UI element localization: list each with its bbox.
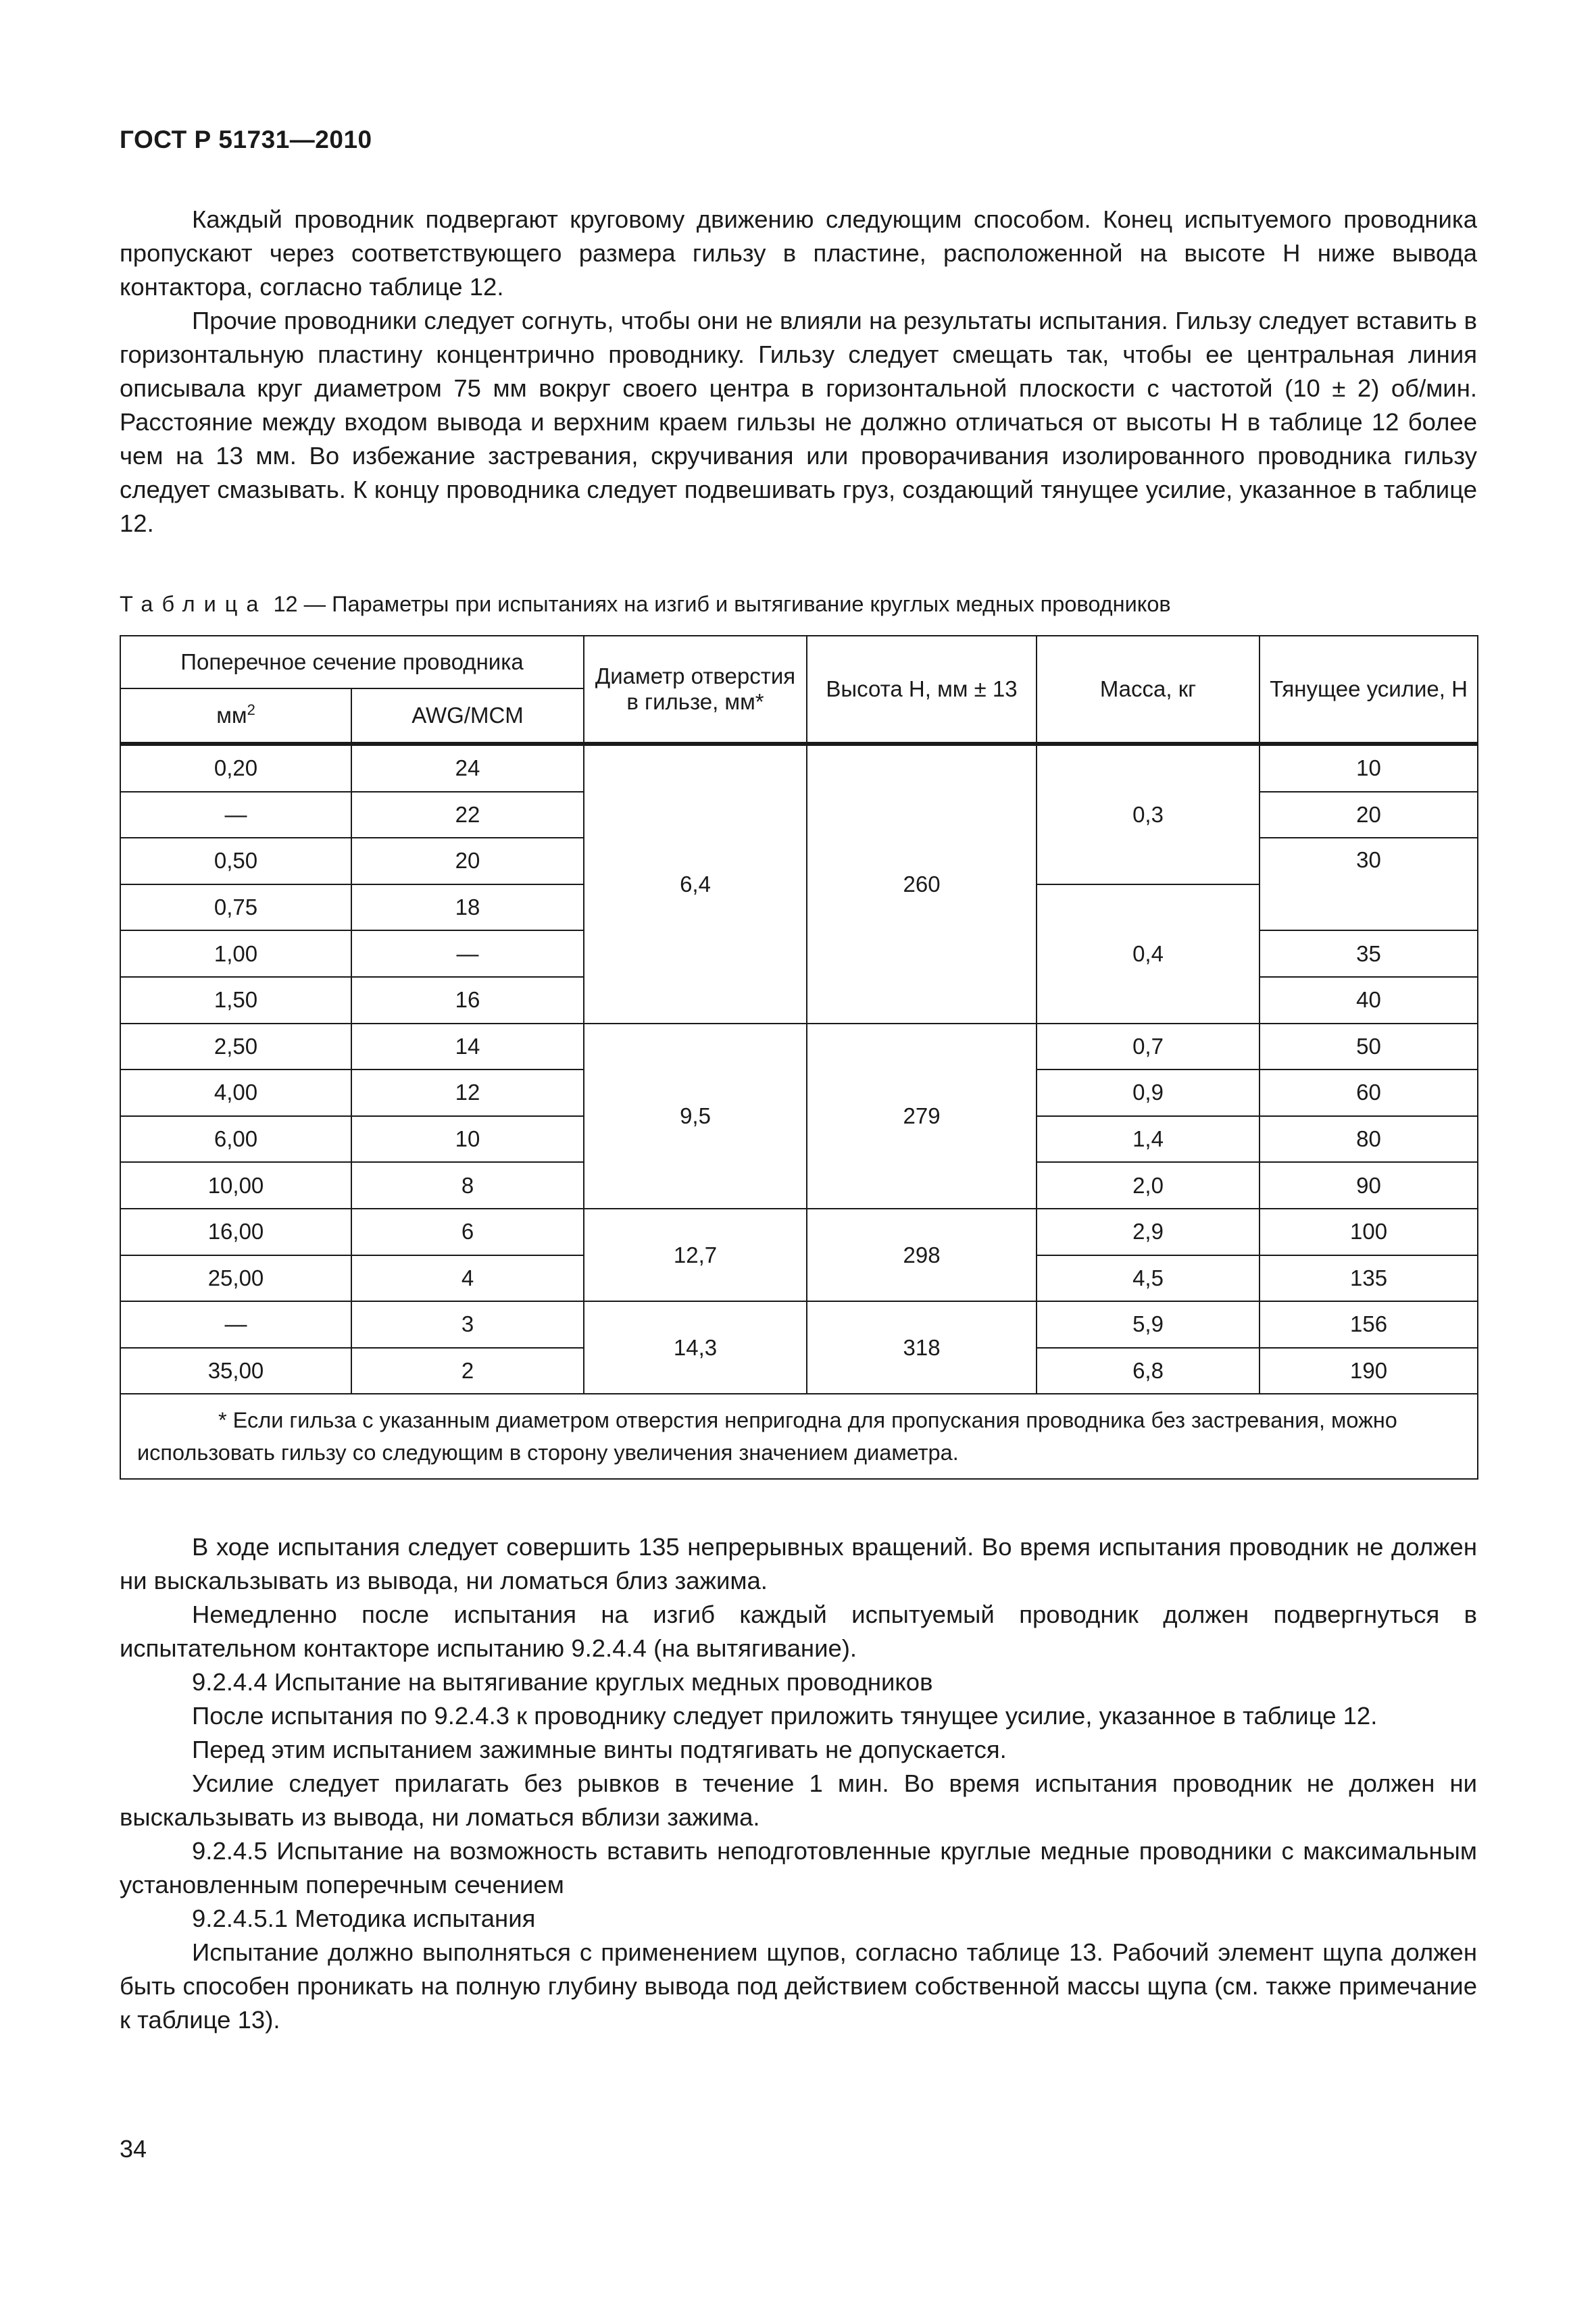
cell-force: 30 [1260,838,1478,930]
header-awg: AWG/MCM [351,688,584,744]
cell-mass: 0,4 [1037,884,1260,1024]
cell-height: 279 [807,1024,1037,1209]
cell-mm2: 0,20 [120,744,351,792]
cell-force: 100 [1260,1209,1478,1255]
footnote-text: * Если гильза с указанным диаметром отверстия непригодна для пропускания проводника без застревания, можно использовать гильзу со следующим в сторону увеличения значением диаметра. [137,1408,1397,1465]
paragraph: Усилие следует прилагать без рывков в течение 1 мин. Во время испытания проводник не должен ни выскальзывать из вывода, ни ломаться вблизи зажима. [120,1769,1477,1831]
cell-mass: 0,3 [1037,744,1260,884]
table-row [120,744,1478,792]
cell-force: 80 [1260,1116,1478,1163]
cell-force: 135 [1260,1255,1478,1302]
cell-mass: 5,9 [1037,1301,1260,1348]
table-row [120,1024,1478,1070]
cell-awg: 4 [351,1255,584,1302]
cell-awg: 2 [351,1348,584,1394]
cell-mass: 4,5 [1037,1255,1260,1302]
cell-mass: 6,8 [1037,1348,1260,1394]
table-footnote [120,1394,1478,1479]
cell-mm2: 16,00 [120,1209,351,1255]
cell-mm2: 4,00 [120,1070,351,1116]
cell-mm2: — [120,792,351,838]
cell-awg: 22 [351,792,584,838]
cell-awg: 18 [351,884,584,931]
table-caption-word: Таблица [120,592,268,616]
paragraph: Каждый проводник подвергают круговому движению следующим способом. Конец испытуемого проводника пропускают через соответствующего размера гильзу в пластине, расположенной на высоте H ниже вывода контактора, согласно таблице 12. [120,205,1477,301]
cell-mm2: 1,00 [120,930,351,977]
cell-mm2: 0,75 [120,884,351,931]
cell-force: 156 [1260,1301,1478,1348]
paragraph: Перед этим испытанием зажимные винты подтягивать не допускается. [192,1736,1007,1763]
body-text [120,1530,1477,2037]
cell-awg: 10 [351,1116,584,1163]
cell-awg: 20 [351,838,584,884]
table-row [120,1301,1478,1348]
parameters-table [120,635,1478,1480]
cell-mm2: 2,50 [120,1024,351,1070]
cell-force: 60 [1260,1070,1478,1116]
cell-force: 10 [1260,744,1478,792]
header-cross-section: Поперечное сечение проводника [120,636,584,688]
cell-force: 40 [1260,977,1478,1024]
cell-mass: 2,9 [1037,1209,1260,1255]
cell-force: 50 [1260,1024,1478,1070]
cell-diameter: 14,3 [584,1301,807,1394]
intro-text [120,203,1477,540]
paragraph: Немедленно после испытания на изгиб каждый испытуемый проводник должен подвергнуться в испытательном контакторе испытанию 9.2.4.4 (на вытягивание). [120,1601,1477,1662]
cell-mm2: 35,00 [120,1348,351,1394]
cell-awg: 14 [351,1024,584,1070]
header-mass: Масса, кг [1037,636,1260,744]
page-number: 34 [120,2135,147,2163]
cell-mm2: 0,50 [120,838,351,884]
cell-awg: — [351,930,584,977]
table-row [120,1209,1478,1255]
table-caption [120,588,1171,620]
cell-awg: 16 [351,977,584,1024]
paragraph: После испытания по 9.2.4.3 к проводнику следует приложить тянущее усилие, указанное в таблице 12. [192,1702,1378,1730]
cell-awg: 12 [351,1070,584,1116]
header-height: Высота H, мм ± 13 [807,636,1037,744]
cell-height: 318 [807,1301,1037,1394]
cell-awg: 6 [351,1209,584,1255]
header-force: Тянущее усилие, Н [1260,636,1478,744]
cell-force: 190 [1260,1348,1478,1394]
cell-mm2: 10,00 [120,1162,351,1209]
cell-mm2: — [120,1301,351,1348]
cell-mass: 0,9 [1037,1070,1260,1116]
section-heading: 9.2.4.4 Испытание на вытягивание круглых медных проводников [192,1668,933,1696]
cell-height: 260 [807,744,1037,1024]
cell-mass: 0,7 [1037,1024,1260,1070]
header-diameter: Диаметр отверстия в гильзе, мм* [584,636,807,744]
cell-mm2: 6,00 [120,1116,351,1163]
section-heading: 9.2.4.5 Испытание на возможность вставить неподготовленные круглые медные проводники с максимальным установленным поперечным сечением [120,1837,1477,1898]
table-footnote-row [120,1394,1478,1479]
paragraph: Прочие проводники следует согнуть, чтобы они не влияли на результаты испытания. Гильзу следует вставить в горизонтальную пластину концентрично проводнику. Гильзу следует смещать так, чтобы ее центральная линия описывала круг диаметром 75 мм вокруг своего центра в горизонтальной плоскости с частотой (10 ± 2) об/мин. Расстояние между входом вывода и верхним краем гильзы не должно отличаться от высоты H в таблице 12 более чем на 13 мм. Во избежание застревания, скручивания или проворачивания изолированного проводника гильзу следует смазывать. К концу проводника следует подвешивать груз, создающий тянущее усилие, указанное в таблице 12. [120,307,1477,537]
cell-diameter: 9,5 [584,1024,807,1209]
header-mm2: $мм^2$ [120,688,351,744]
paragraph: Испытание должно выполняться с применением щупов, согласно таблице 13. Рабочий элемент щупа должен быть способен проникать на полную глубину вывода под действием собственной массы щупа (см. также примечание к таблице 13). [120,1938,1477,2034]
cell-awg: 24 [351,744,584,792]
cell-force: 90 [1260,1162,1478,1209]
section-heading: 9.2.4.5.1 Методика испытания [192,1905,536,1932]
cell-diameter: 6,4 [584,744,807,1024]
cell-force: 35 [1260,930,1478,977]
table-caption-text: 12 — Параметры при испытаниях на изгиб и вытягивание круглых медных проводников [267,592,1171,616]
cell-height: 298 [807,1209,1037,1301]
cell-force: 20 [1260,792,1478,838]
cell-mass: 2,0 [1037,1162,1260,1209]
document-header: ГОСТ Р 51731—2010 [120,126,372,153]
paragraph: В ходе испытания следует совершить 135 непрерывных вращений. Во время испытания проводник не должен ни выскальзывать из вывода, ни ломаться близ зажима. [120,1533,1477,1594]
cell-awg: 8 [351,1162,584,1209]
cell-awg: 3 [351,1301,584,1348]
cell-diameter: 12,7 [584,1209,807,1301]
cell-mass: 1,4 [1037,1116,1260,1163]
table-12 [120,635,1477,1480]
cell-mm2: 25,00 [120,1255,351,1302]
cell-mm2: 1,50 [120,977,351,1024]
